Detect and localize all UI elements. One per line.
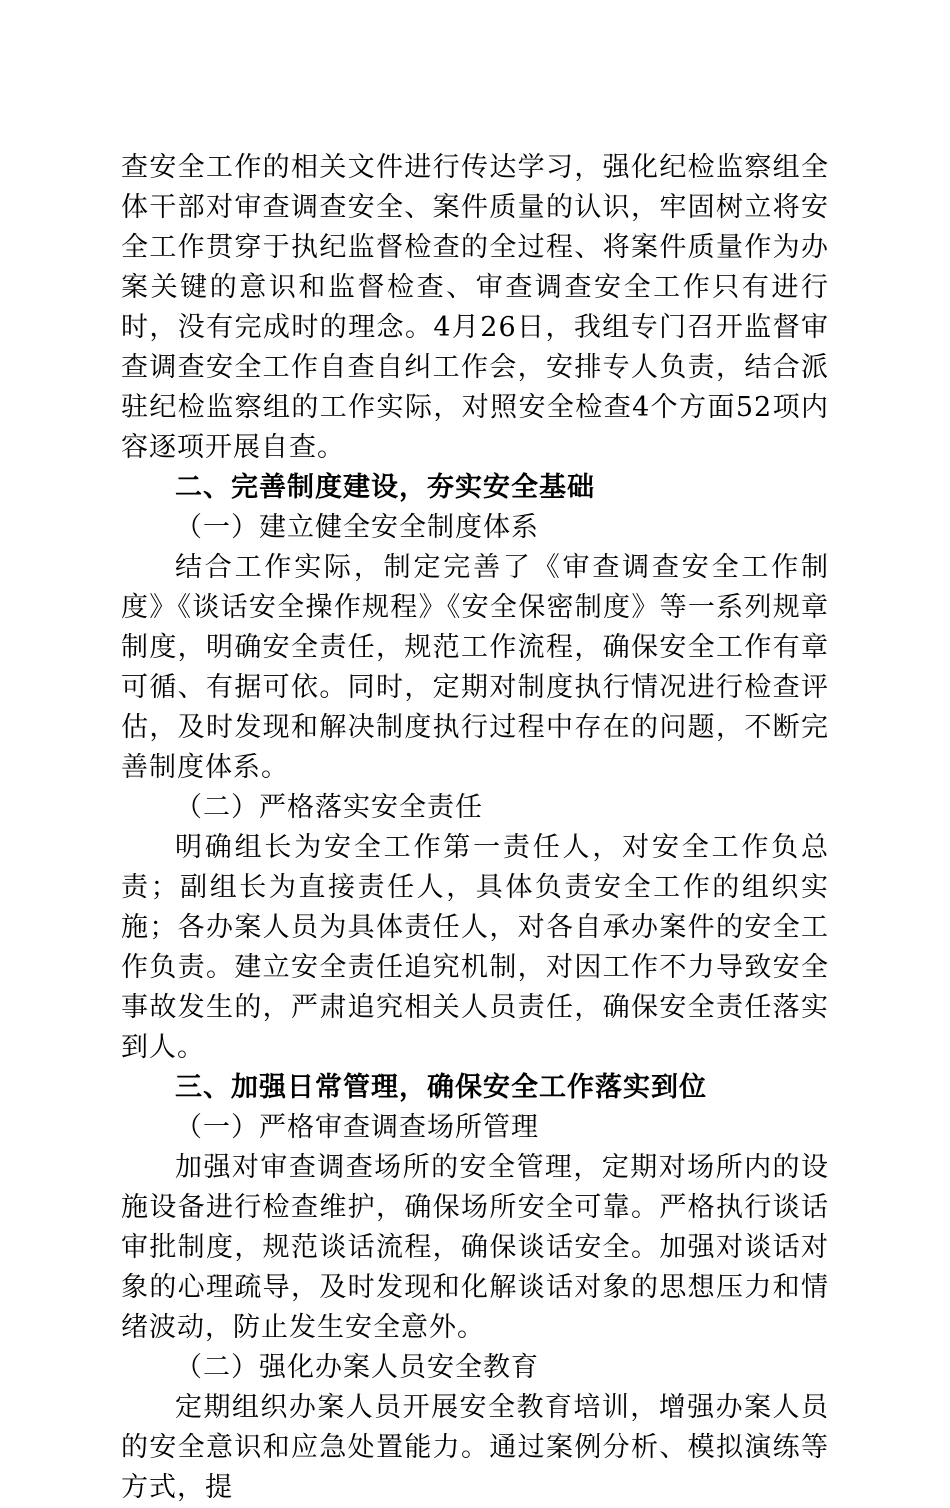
subsection-heading: （二）严格落实安全责任 (175, 792, 483, 823)
subsection-heading: （一）严格审查调查场所管理 (175, 1112, 539, 1143)
body-paragraph: 定期组织办案人员开展安全教育培训，增强办案人员的安全意识和应急处置能力。通过案例分析、模拟演练等方式，提 (121, 1392, 829, 1503)
body-paragraph: 加强对审查调查场所的安全管理，定期对场所内的设施设备进行检查维护，确保场所安全可靠。严格执行谈话审批制度，规范谈话流程，确保谈话安全。加强对谈话对象的心理疏导，及时发现和化解谈话对象的思想压力和情绪波动，防止发生安全意外。 (121, 1152, 829, 1343)
body-paragraph: 查安全工作的相关文件进行传达学习，强化纪检监察组全体干部对审查调查安全、案件质量的认识，牢固树立将安全工作贯穿于执纪监督检查的全过程、将案件质量作为办案关键的意识和监督检查、审查调查安全工作只有进行时，没有完成时的理念。4月26日，我组专门召开监督审查调查安全工作自查自纠工作会，安排专人负责，结合派驻纪检监察组的工作实际，对照安全检查4个方面52项内容逐项开展自查。 (121, 152, 829, 463)
section-heading: 三、加强日常管理，确保安全工作落实到位 (175, 1072, 707, 1103)
document-body (121, 148, 829, 1508)
section-heading: 二、完善制度建设，夯实安全基础 (175, 472, 595, 503)
subsection-heading: （二）强化办案人员安全教育 (175, 1352, 539, 1383)
body-paragraph: 明确组长为安全工作第一责任人，对安全工作负总责；副组长为直接责任人，具体负责安全工作的组织实施；各办案人员为具体责任人，对各自承办案件的安全工作负责。建立安全责任追究机制，对因工作不力导致安全事故发生的，严肃追究相关人员责任，确保安全责任落实到人。 (121, 832, 829, 1063)
body-paragraph: 结合工作实际，制定完善了《审查调查安全工作制度》《谈话安全操作规程》《安全保密制度》等一系列规章制度，明确安全责任，规范工作流程，确保安全工作有章可循、有据可依。同时，定期对制度执行情况进行检查评估，及时发现和解决制度执行过程中存在的问题，不断完善制度体系。 (121, 552, 829, 783)
subsection-heading: （一）建立健全安全制度体系 (175, 512, 539, 543)
